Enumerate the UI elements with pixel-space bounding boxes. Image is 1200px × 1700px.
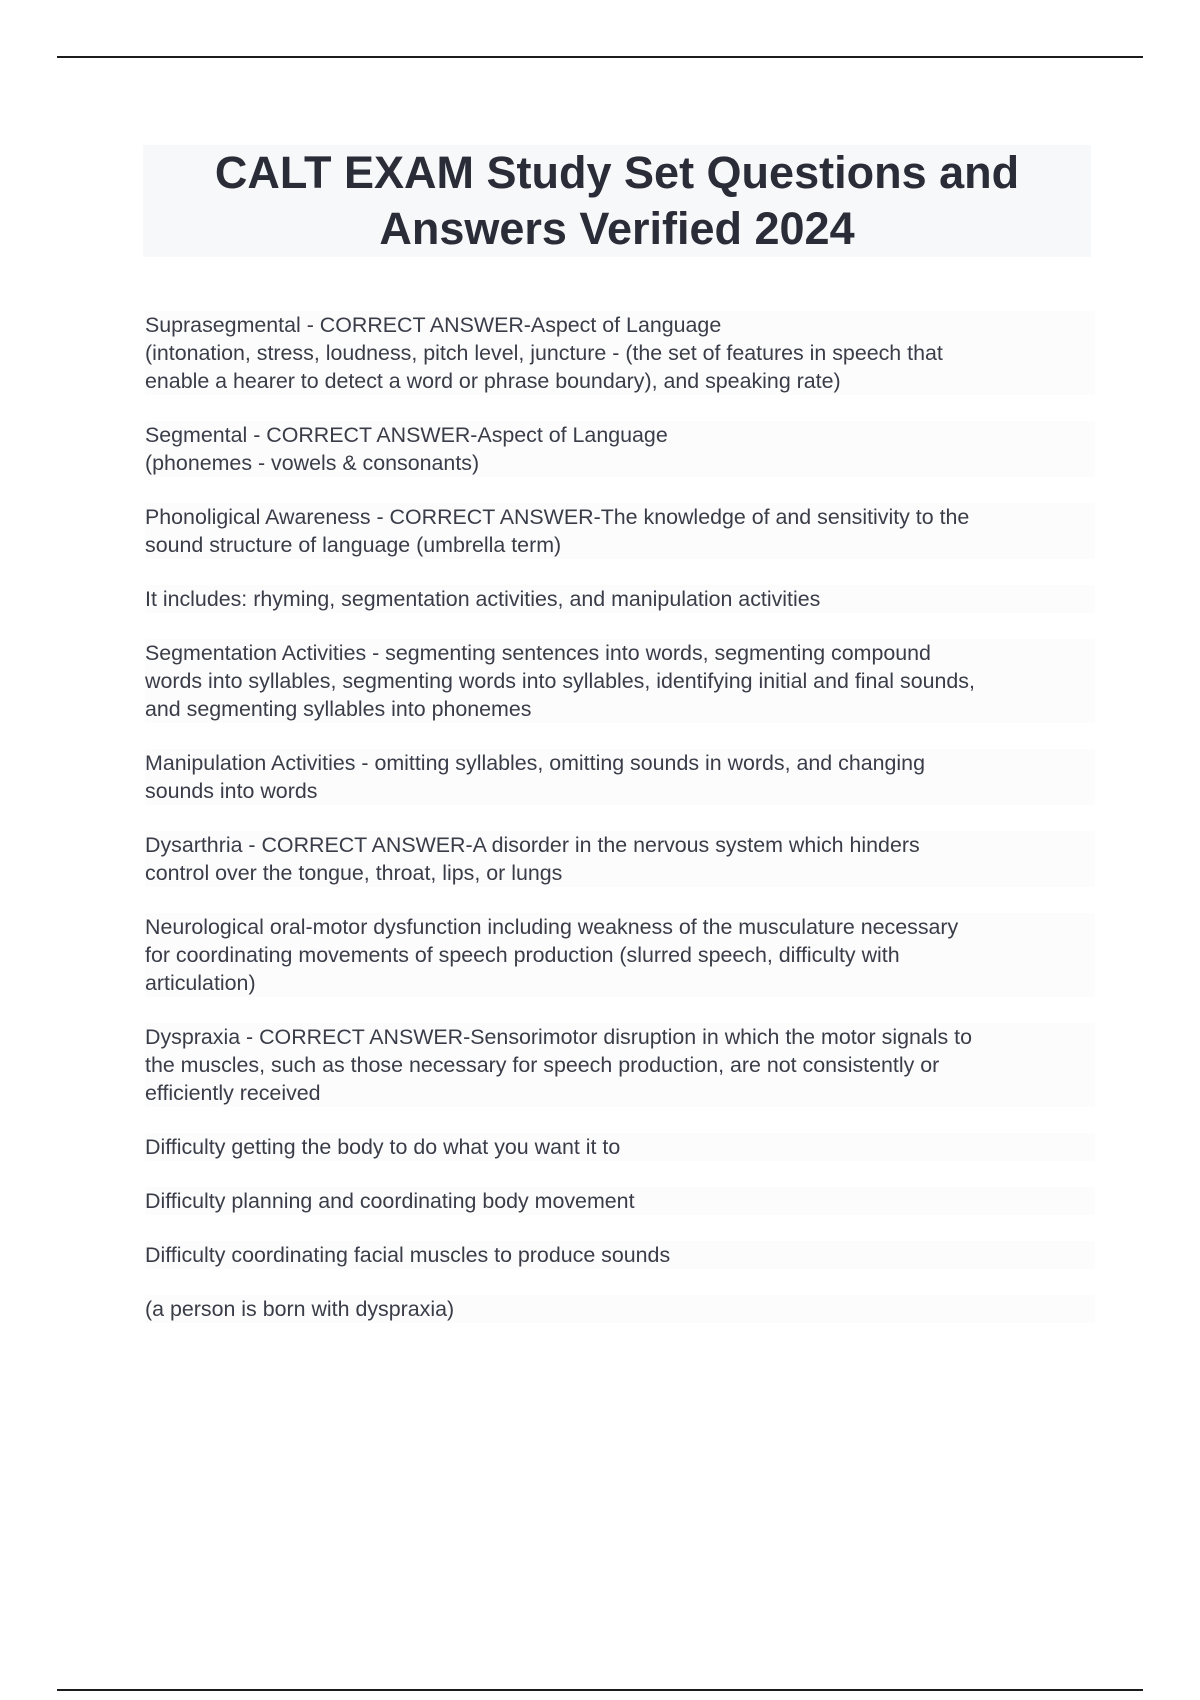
paragraph-line: sound structure of language (umbrella term) — [145, 533, 562, 557]
note-paragraph-includes — [145, 585, 1095, 613]
paragraph-line: Suprasegmental - CORRECT ANSWER-Aspect of Language — [145, 313, 722, 337]
paragraph-line: (a person is born with dyspraxia) — [145, 1297, 455, 1321]
note-paragraph-manipulation-activities — [145, 749, 1095, 805]
paragraph-line: Dyspraxia - CORRECT ANSWER-Sensorimotor disruption in which the motor signals to — [145, 1025, 972, 1049]
paragraph-line: (phonemes - vowels & consonants) — [145, 451, 480, 475]
qa-paragraph-phonological-awareness — [145, 503, 1095, 559]
paragraph-line: Phonoligical Awareness - CORRECT ANSWER-The knowledge of and sensitivity to the — [145, 505, 970, 529]
qa-paragraph-dysarthria — [145, 831, 1095, 887]
paragraph-line: and segmenting syllables into phonemes — [145, 697, 532, 721]
paragraph-line: words into syllables, segmenting words into syllables, identifying initial and final sounds, — [145, 669, 975, 693]
document-title — [215, 145, 1019, 257]
document-title-line: CALT EXAM Study Set Questions and — [214, 147, 1020, 198]
note-paragraph-facial-muscles — [145, 1241, 1095, 1269]
note-paragraph-neurological — [145, 913, 1095, 997]
note-paragraph-planning — [145, 1187, 1095, 1215]
qa-paragraph-suprasegmental — [145, 311, 1095, 395]
paragraph-line: Segmentation Activities - segmenting sentences into words, segmenting compound — [145, 641, 931, 665]
paragraph-line: for coordinating movements of speech production (slurred speech, difficulty with — [145, 943, 900, 967]
paragraph-line: (intonation, stress, loudness, pitch level, juncture - (the set of features in speech that — [145, 341, 943, 365]
paragraph-line: Difficulty coordinating facial muscles to produce sounds — [145, 1243, 671, 1267]
paragraph-line: Difficulty getting the body to do what you want it to — [145, 1135, 621, 1159]
header-rule — [57, 56, 1143, 58]
title-banner — [143, 145, 1091, 257]
paragraph-line: the muscles, such as those necessary for speech production, are not consistently or — [145, 1053, 940, 1077]
qa-paragraph-segmental — [145, 421, 1095, 477]
paragraph-line: articulation) — [145, 971, 256, 995]
paragraph-line: Dysarthria - CORRECT ANSWER-A disorder in the nervous system which hinders — [145, 833, 920, 857]
note-paragraph-born-with — [145, 1295, 1095, 1323]
note-paragraph-body-control — [145, 1133, 1095, 1161]
document-title-line: Answers Verified 2024 — [379, 203, 855, 254]
paragraph-line: control over the tongue, throat, lips, or lungs — [145, 861, 563, 885]
paragraph-line: Neurological oral-motor dysfunction including weakness of the musculature necessary — [145, 915, 959, 939]
footer-rule — [57, 1689, 1143, 1691]
note-paragraph-segmentation-activities — [145, 639, 1095, 723]
paragraph-line: Segmental - CORRECT ANSWER-Aspect of Language — [145, 423, 668, 447]
document-body — [145, 311, 1095, 1349]
paragraph-line: Difficulty planning and coordinating body movement — [145, 1189, 635, 1213]
qa-paragraph-dyspraxia — [145, 1023, 1095, 1107]
paragraph-line: It includes: rhyming, segmentation activities, and manipulation activities — [145, 587, 821, 611]
paragraph-line: efficiently received — [145, 1081, 321, 1105]
paragraph-line: sounds into words — [145, 779, 318, 803]
paragraph-line: Manipulation Activities - omitting syllables, omitting sounds in words, and changing — [145, 751, 925, 775]
paragraph-line: enable a hearer to detect a word or phrase boundary), and speaking rate) — [145, 369, 841, 393]
